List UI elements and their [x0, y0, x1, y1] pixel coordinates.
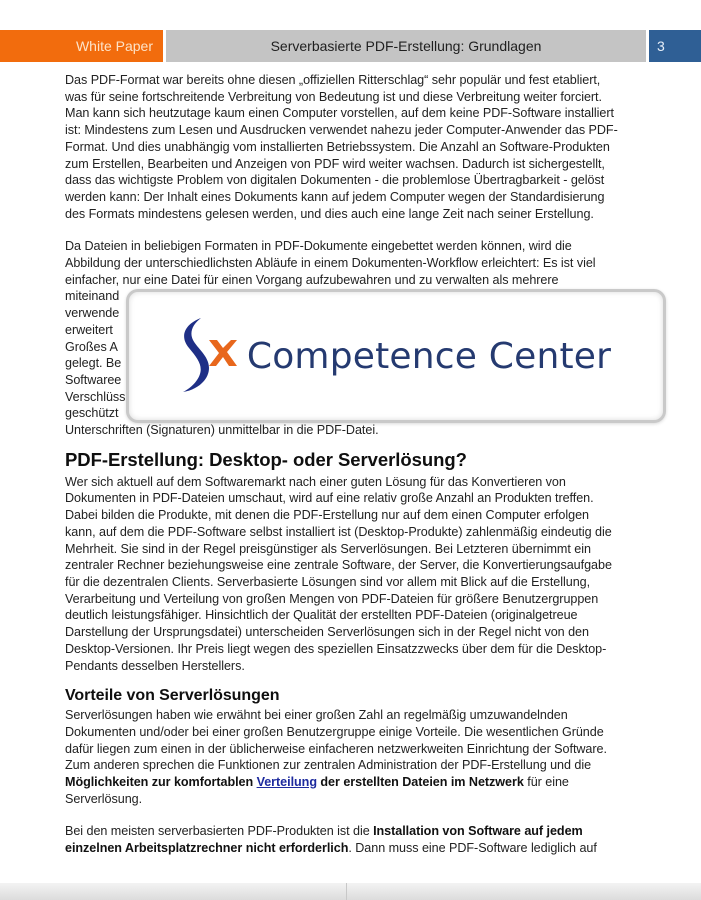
text-line: für die dezentralen Clients. Serverbasierte Lösungen sind vor allem mit Blick auf die Erstellung,	[65, 574, 591, 589]
paragraph-installation	[65, 823, 675, 856]
text-line: Desktop-Versionen. Ihr Preis liegt wegen des speziellen Einsatzzwecks über dem für die Desktop-	[65, 641, 607, 656]
page-number: 3	[649, 30, 701, 62]
text-line: kann, auf dem die PDF-Software selbst installiert ist (Desktop-Produkte) zahlenmäßig eindeutig die	[65, 524, 612, 539]
text-line: Serverlösung.	[65, 791, 143, 806]
text-line: was für seine fortschreitende Verbreitung von Bedeutung ist und diese Verbreitung weiter forciert.	[65, 89, 602, 104]
text-line: erweitert	[65, 322, 113, 337]
text-line: Format. Und dies unabhängig vom installierten Betriebssystem. Die Anzahl an Software-Produkten	[65, 139, 610, 154]
text-line: dass das wichtigste Problem von digitalen Dokumenten - die problemlose Übertragbarkeit - gelöst	[65, 173, 605, 188]
text-line: Verarbeitung und Verteilung von großen Mengen von PDF-Dateien für größere Benutzergruppen	[65, 591, 599, 606]
competence-center-logo-overlay	[126, 289, 666, 423]
link-verteilung[interactable]: Verteilung	[256, 775, 317, 790]
text-line: ist: Mindestens zum Lesen und Ausdrucken verwendet nahezu jeder Computer-Anwender das PDF-	[65, 123, 618, 138]
text-line: Verschlüss	[65, 389, 126, 404]
bold-text: Möglichkeiten zur komfortablen	[65, 775, 257, 790]
document-body	[65, 72, 675, 873]
page-footer-band	[0, 883, 701, 900]
bold-text: Installation von Software auf jedem	[373, 824, 583, 839]
text-line: Da Dateien in beliebigen Formaten in PDF-Dokumente eingebettet werden können, wird die	[65, 239, 572, 254]
text-line: Mehrheit. Sie sind in der Regel preisgünstiger als Serverlösungen. Bei Letzteren übernimmt ein	[65, 541, 591, 556]
paragraph-desktop-vs-server	[65, 474, 675, 674]
text-line: dafür liegen zum einen in der üblicherweise einfacheren netzwerkweiten Einrichtung der Software.	[65, 741, 607, 756]
text-line: Zum anderen sprechen die Funktionen zur zentralen Administration der PDF-Erstellung und die	[65, 758, 592, 773]
bold-text: der erstellten Dateien im Netzwerk	[316, 775, 524, 790]
text-line: des Formats mindestens gelesen werden, und dies auch eine lange Zeit nach seiner Erstellung.	[65, 206, 594, 221]
section-label: White Paper	[0, 30, 163, 62]
text-line: Darstellung der Ursprungsdatei) unterscheiden Serverlösungen sich in der Regel nicht von den	[65, 625, 589, 640]
document-title: Serverbasierte PDF-Erstellung: Grundlagen	[166, 30, 646, 62]
text-line: Wer sich aktuell auf dem Softwaremarkt nach einer guten Lösung für das Konvertieren von	[65, 474, 566, 489]
text-line: Das PDF-Format war bereits ohne diesen „offiziellen Ritterschlag“ sehr populär und fest etabliert,	[65, 73, 601, 87]
text-line: einfacher, nur eine Datei für einen Vorgang aufzubewahren und zu verwalten als mehrere	[65, 272, 559, 287]
text-line: werden kann: Der Inhalt eines Dokuments kann auf jedem Computer wegen der Standardisierung	[65, 189, 605, 204]
text-line: geschützt	[65, 406, 119, 421]
text-line: Unterschriften (Signaturen) unmittelbar in die PDF-Datei.	[65, 423, 379, 438]
text-line: Pendants desselben Herstellers.	[65, 658, 245, 673]
text-line	[65, 823, 675, 840]
bold-text: einzelnen Arbeitsplatzrechner nicht erforderlich	[65, 841, 349, 856]
page-header	[0, 30, 701, 62]
text-line: Abbildung der unterschiedlichsten Abläufe in einem Dokumenten-Workflow erleichtert: Es ist viel	[65, 256, 596, 271]
section-heading-server-advantages: Vorteile von Serverlösungen	[65, 687, 280, 705]
text-line: Dokumenten in PDF-Dateien umschaut, wird auf eine relativ große Anzahl an Produkten treffen.	[65, 491, 594, 506]
paragraph-intro	[65, 72, 675, 222]
text-line: Dabei bilden die Produkte, mit denen die PDF-Erstellung nur auf dem einen Computer erfolgen	[65, 508, 589, 523]
text-line: gelegt. Be	[65, 356, 122, 371]
logo	[171, 314, 611, 399]
plain-text: . Dann muss eine PDF-Software lediglich auf	[348, 841, 597, 856]
text-line: Softwaree	[65, 372, 122, 387]
section-heading-desktop-or-server: PDF-Erstellung: Desktop- oder Serverlösung?	[65, 448, 467, 470]
text-line: Serverlösungen haben wie erwähnt bei einer großen Zahl an regelmäßig umzuwandelnden	[65, 708, 568, 723]
text-line	[65, 840, 675, 857]
text-line: Dokumenten und/oder bei einer großen Benutzergruppe einige Vorteile. Die wesentlichen Gründe	[65, 724, 604, 739]
text-line: zum Erstellen, Bearbeiten und Anzeigen von PDF wird weiter wachsen. Dadurch ist sichergestellt,	[65, 156, 605, 171]
sx-logo-icon	[171, 314, 241, 399]
paragraph-server-advantages	[65, 707, 675, 807]
text-line: Großes A	[65, 339, 118, 354]
text-line: verwende	[65, 306, 120, 321]
text-line: zentraler Rechner beziehungsweise eine zentrale Software, der Server, die Konvertierungsaufgabe	[65, 558, 612, 573]
text-line: miteinand	[65, 289, 120, 304]
plain-text: für eine	[523, 775, 569, 790]
plain-text: Bei den meisten serverbasierten PDF-Produkten ist die	[65, 824, 374, 839]
text-line: deutlich leistungsfähiger. Hinsichtlich der Qualität der erstellten PDF-Dateien (originalgetreue	[65, 608, 578, 623]
footer-divider	[346, 883, 347, 900]
logo-text: Competence Center	[246, 335, 612, 377]
text-line: Man kann sich heutzutage kaum einen Computer vorstellen, auf dem keine PDF-Software installiert	[65, 106, 614, 121]
text-line	[65, 774, 675, 791]
